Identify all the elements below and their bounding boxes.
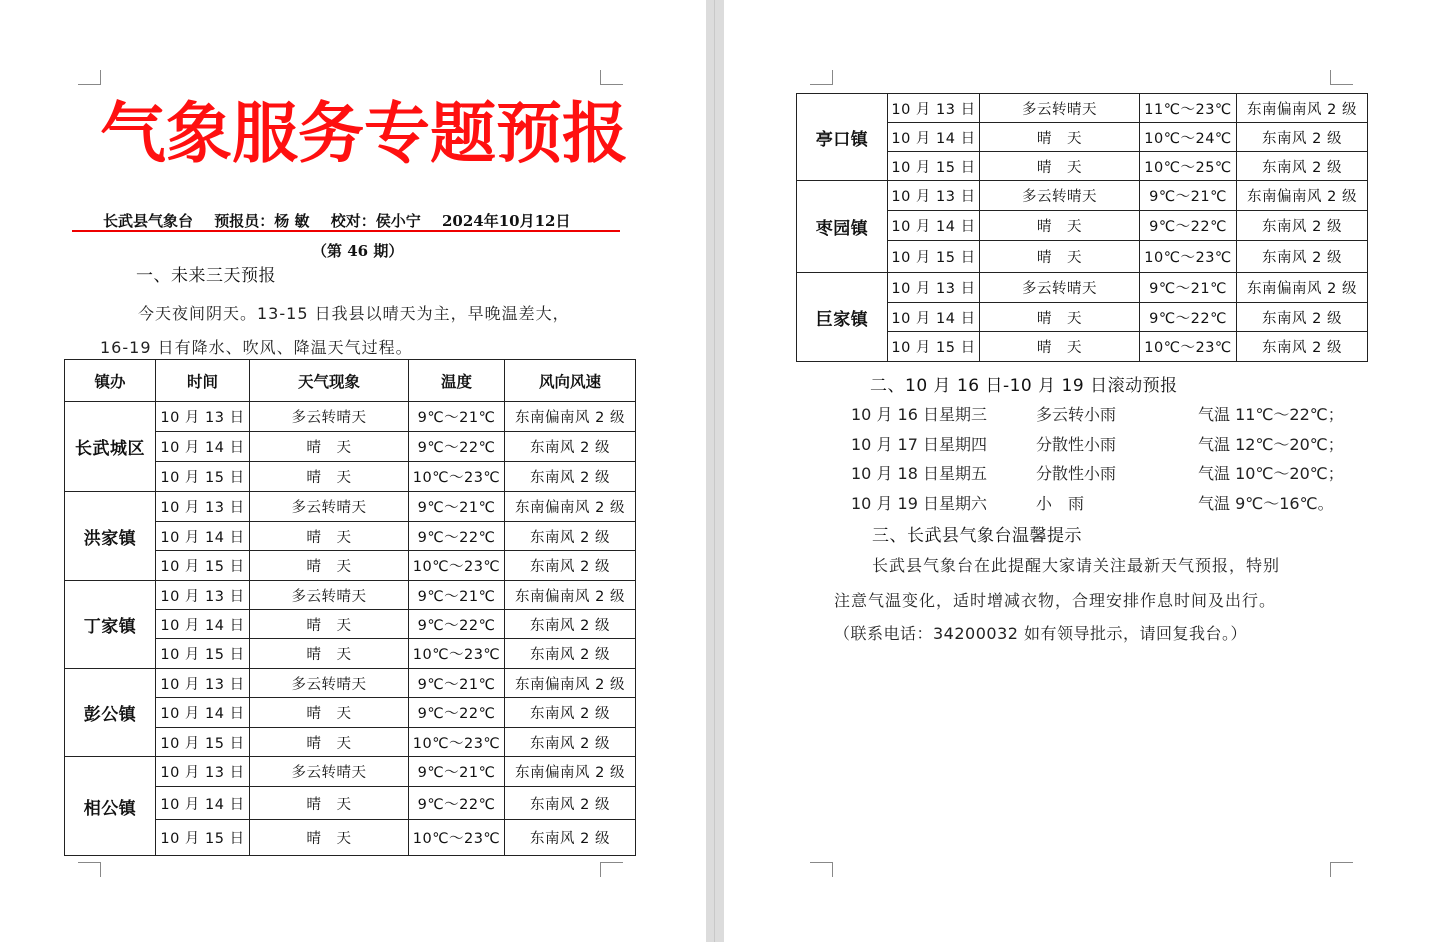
table-cell: 多云转晴天 <box>980 181 1140 211</box>
contact-line: （联系电话：34200032 如有领导批示，请回复我台。） <box>834 624 1248 643</box>
table-cell: 10 月 14 日 <box>156 432 250 462</box>
table-cell: 9℃～21℃ <box>409 581 505 610</box>
table-cell: 多云转晴天 <box>980 94 1140 123</box>
table-cell: 晴 天 <box>250 820 409 856</box>
table-cell: 10 月 14 日 <box>156 787 250 820</box>
table-cell: 东南偏南风 2 级 <box>505 402 636 432</box>
table-cell: 10 月 13 日 <box>156 757 250 787</box>
table-cell: 10℃～23℃ <box>409 728 505 757</box>
table-cell: 多云转晴天 <box>980 273 1140 303</box>
table-cell: 东南风 2 级 <box>1237 123 1368 152</box>
town-cell: 枣园镇 <box>797 181 888 273</box>
table-cell: 9℃～21℃ <box>409 492 505 522</box>
table-cell: 晴 天 <box>250 522 409 551</box>
section-3-heading: 三、长武县气象台温馨提示 <box>872 526 1082 546</box>
table-cell: 10 月 15 日 <box>156 462 250 492</box>
table-cell: 9℃～21℃ <box>409 669 505 698</box>
table-cell: 多云转晴天 <box>250 402 409 432</box>
forecaster: 预报员：杨 敏 <box>214 212 310 230</box>
table-row <box>797 273 1368 303</box>
table-cell: 9℃～21℃ <box>409 757 505 787</box>
table-cell: 东南偏南风 2 级 <box>505 492 636 522</box>
table-row <box>65 581 636 610</box>
forecast-temp: 气温 12℃～20℃； <box>1198 435 1344 454</box>
table-header-cell: 风向风速 <box>505 360 636 402</box>
section-1-para-line-1: 今天夜间阴天。13-15 日我县以晴天为主，早晚温差大， <box>138 304 570 323</box>
table-cell: 9℃～22℃ <box>409 698 505 728</box>
table-cell: 晴 天 <box>980 303 1140 332</box>
forecast-table-page-1 <box>64 359 636 856</box>
table-cell: 东南风 2 级 <box>1237 241 1368 273</box>
table-cell: 10 月 14 日 <box>888 303 980 332</box>
table-cell: 9℃～21℃ <box>1140 181 1237 211</box>
crop-mark <box>1330 862 1353 877</box>
table-cell: 10 月 15 日 <box>156 820 250 856</box>
table-row <box>65 492 636 522</box>
table-cell: 东南偏南风 2 级 <box>505 581 636 610</box>
forecast-temp: 气温 9℃～16℃。 <box>1198 494 1334 513</box>
table-cell: 东南风 2 级 <box>505 639 636 669</box>
table-cell: 晴 天 <box>980 332 1140 362</box>
table-cell: 9℃～22℃ <box>409 522 505 551</box>
table-cell: 晴 天 <box>980 241 1140 273</box>
table-cell: 东南风 2 级 <box>1237 152 1368 181</box>
table-cell: 10℃～23℃ <box>409 820 505 856</box>
table-cell: 晴 天 <box>250 551 409 581</box>
table-cell: 东南风 2 级 <box>505 462 636 492</box>
table-cell: 晴 天 <box>980 152 1140 181</box>
table-cell: 10 月 14 日 <box>156 522 250 551</box>
table-cell: 10℃～23℃ <box>1140 332 1237 362</box>
table-cell: 9℃～22℃ <box>409 610 505 639</box>
table-cell: 9℃～22℃ <box>1140 211 1237 241</box>
table-cell: 晴 天 <box>250 462 409 492</box>
table-cell: 东南风 2 级 <box>505 610 636 639</box>
station-name: 长武县气象台 <box>103 212 194 230</box>
forecast-temp: 气温 10℃～20℃； <box>1198 464 1344 483</box>
table-cell: 晴 天 <box>250 698 409 728</box>
table-cell: 多云转晴天 <box>250 669 409 698</box>
table-cell: 10℃～25℃ <box>1140 152 1237 181</box>
town-cell: 洪家镇 <box>65 492 156 581</box>
forecast-table-page-2 <box>796 93 1368 362</box>
table-cell: 10 月 14 日 <box>156 610 250 639</box>
table-header-cell: 时间 <box>156 360 250 402</box>
section-3-para-line-2: 注意气温变化，适时增减衣物，合理安排作息时间及出行。 <box>834 591 1277 610</box>
section-3-para-line-1: 长武县气象台在此提醒大家请关注最新天气预报，特别 <box>872 556 1281 575</box>
crop-mark <box>1330 70 1353 85</box>
table-cell: 10℃～23℃ <box>409 639 505 669</box>
byline <box>103 210 586 231</box>
table-cell: 东南风 2 级 <box>505 728 636 757</box>
table-cell: 10 月 13 日 <box>156 402 250 432</box>
table-cell: 晴 天 <box>980 123 1140 152</box>
crop-mark <box>78 70 101 85</box>
table-cell: 晴 天 <box>250 728 409 757</box>
table-cell: 10 月 14 日 <box>156 698 250 728</box>
table-cell: 10 月 13 日 <box>888 273 980 303</box>
crop-mark <box>600 70 623 85</box>
red-divider <box>72 230 620 232</box>
table-header-cell: 温度 <box>409 360 505 402</box>
table-cell: 晴 天 <box>250 639 409 669</box>
table-cell: 晴 天 <box>250 610 409 639</box>
table-cell: 10 月 15 日 <box>888 332 980 362</box>
table-header-cell: 镇办 <box>65 360 156 402</box>
table-cell: 10 月 15 日 <box>888 241 980 273</box>
crop-mark <box>810 862 833 877</box>
table-cell: 10 月 15 日 <box>888 152 980 181</box>
forecast-temp: 气温 11℃～22℃； <box>1198 405 1344 424</box>
table-cell: 9℃～22℃ <box>1140 303 1237 332</box>
document-page-1 <box>0 0 706 942</box>
table-cell: 9℃～21℃ <box>409 402 505 432</box>
table-header-cell: 天气现象 <box>250 360 409 402</box>
section-1-para-line-2: 16-19 日有降水、吹风、降温天气过程。 <box>100 338 413 357</box>
table-cell: 10 月 15 日 <box>156 639 250 669</box>
issue-date: 2024年10月12日 <box>441 212 571 230</box>
town-cell: 相公镇 <box>65 757 156 856</box>
table-cell: 多云转晴天 <box>250 581 409 610</box>
town-cell: 丁家镇 <box>65 581 156 669</box>
forecast-weather: 小 雨 <box>1036 494 1085 513</box>
crop-mark <box>78 862 101 877</box>
table-cell: 晴 天 <box>250 787 409 820</box>
table-cell: 东南风 2 级 <box>505 551 636 581</box>
table-cell: 9℃～22℃ <box>409 787 505 820</box>
table-cell: 东南偏南风 2 级 <box>505 757 636 787</box>
table-cell: 10 月 15 日 <box>156 551 250 581</box>
table-cell: 10 月 14 日 <box>888 211 980 241</box>
table-cell: 东南风 2 级 <box>1237 303 1368 332</box>
table-cell: 东南偏南风 2 级 <box>505 669 636 698</box>
table-cell: 东南偏南风 2 级 <box>1237 94 1368 123</box>
table-cell: 晴 天 <box>250 432 409 462</box>
forecast-date: 10 月 19 日星期六 <box>851 494 987 513</box>
table-cell: 10 月 14 日 <box>888 123 980 152</box>
table-cell: 东南风 2 级 <box>505 698 636 728</box>
table-cell: 10 月 13 日 <box>156 492 250 522</box>
section-1-heading: 一、未来三天预报 <box>136 266 276 286</box>
table-row <box>65 402 636 432</box>
table-cell: 10℃～23℃ <box>409 551 505 581</box>
forecast-weather: 分散性小雨 <box>1036 435 1117 454</box>
forecast-weather: 多云转小雨 <box>1036 405 1117 424</box>
table-row <box>65 669 636 698</box>
table-cell: 东南风 2 级 <box>1237 211 1368 241</box>
forecast-date: 10 月 16 日星期三 <box>851 405 987 424</box>
table-cell: 9℃～22℃ <box>409 432 505 462</box>
table-row <box>65 757 636 787</box>
table-cell: 东南风 2 级 <box>505 432 636 462</box>
page-gap <box>706 0 724 942</box>
town-cell: 彭公镇 <box>65 669 156 757</box>
table-cell: 9℃～21℃ <box>1140 273 1237 303</box>
forecast-date: 10 月 18 日星期五 <box>851 464 987 483</box>
table-cell: 10 月 15 日 <box>156 728 250 757</box>
document-title: 气象服务专题预报 <box>100 94 628 172</box>
table-cell: 东南风 2 级 <box>1237 332 1368 362</box>
table-cell: 东南偏南风 2 级 <box>1237 181 1368 211</box>
table-cell: 10℃～23℃ <box>1140 241 1237 273</box>
table-cell: 10 月 13 日 <box>888 94 980 123</box>
table-cell: 10 月 13 日 <box>888 181 980 211</box>
table-cell: 10 月 13 日 <box>156 669 250 698</box>
town-cell: 巨家镇 <box>797 273 888 362</box>
town-cell: 长武城区 <box>65 402 156 492</box>
town-cell: 亭口镇 <box>797 94 888 181</box>
issue-number: （第 46 期） <box>312 242 404 260</box>
table-cell: 东南风 2 级 <box>505 820 636 856</box>
table-cell: 10℃～23℃ <box>409 462 505 492</box>
table-cell: 东南风 2 级 <box>505 787 636 820</box>
table-row <box>797 181 1368 211</box>
table-cell: 东南风 2 级 <box>505 522 636 551</box>
crop-mark <box>600 862 623 877</box>
forecast-weather: 分散性小雨 <box>1036 464 1117 483</box>
table-cell: 11℃～23℃ <box>1140 94 1237 123</box>
table-cell: 东南偏南风 2 级 <box>1237 273 1368 303</box>
crop-mark <box>810 70 833 85</box>
table-cell: 10 月 13 日 <box>156 581 250 610</box>
table-cell: 多云转晴天 <box>250 757 409 787</box>
table-cell: 晴 天 <box>980 211 1140 241</box>
table-row <box>797 94 1368 123</box>
forecast-date: 10 月 17 日星期四 <box>851 435 987 454</box>
checker: 校对：侯小宁 <box>330 212 421 230</box>
table-cell: 多云转晴天 <box>250 492 409 522</box>
table-cell: 10℃～24℃ <box>1140 123 1237 152</box>
section-2-heading: 二、10 月 16 日-10 月 19 日滚动预报 <box>870 376 1178 396</box>
